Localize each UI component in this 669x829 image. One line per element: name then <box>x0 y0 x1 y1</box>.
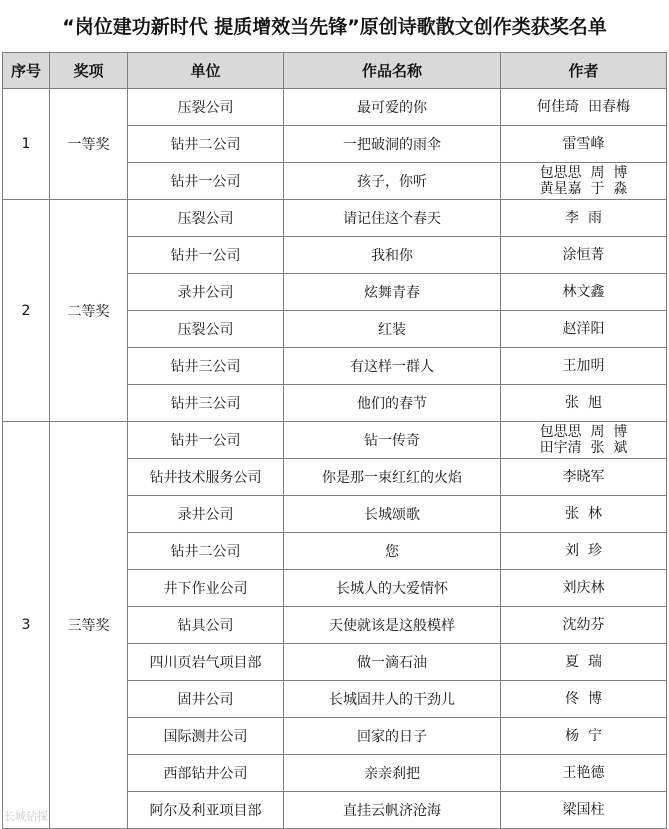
author-name: 沈幼芬 <box>562 617 605 633</box>
work-cell: 钻一传奇 <box>284 422 501 459</box>
unit-cell: 钻井一公司 <box>128 422 284 459</box>
author-name: 夏 瑞 <box>565 654 602 670</box>
unit-cell: 井下作业公司 <box>128 570 284 607</box>
unit-cell: 西部钻井公司 <box>128 755 284 792</box>
unit-cell: 压裂公司 <box>128 89 284 126</box>
work-cell: 长城固井人的干劲儿 <box>284 681 501 718</box>
watermark: 长城钻探 <box>4 810 48 823</box>
author-name: 佟 博 <box>565 691 602 707</box>
author-name: 张 林 <box>565 506 602 522</box>
work-cell: 您 <box>284 533 501 570</box>
unit-cell: 钻具公司 <box>128 607 284 644</box>
author-cell <box>501 311 667 348</box>
work-cell: 直挂云帆济沧海 <box>284 792 501 829</box>
author-cell <box>501 126 667 163</box>
work-cell: 回家的日子 <box>284 718 501 755</box>
author-cell <box>501 644 667 681</box>
author-cell <box>501 163 667 200</box>
work-cell: 请记住这个春天 <box>284 200 501 237</box>
seq-cell: 3 <box>3 422 50 829</box>
work-cell: 长城人的大爱情怀 <box>284 570 501 607</box>
author-cell <box>501 422 667 459</box>
author-cell <box>501 755 667 792</box>
table-row <box>3 89 667 126</box>
unit-cell: 压裂公司 <box>128 311 284 348</box>
author-cell <box>501 607 667 644</box>
work-cell: 我和你 <box>284 237 501 274</box>
table-header-row <box>3 53 667 89</box>
author-cell <box>501 348 667 385</box>
work-cell: 最可爱的你 <box>284 89 501 126</box>
unit-cell: 钻井技术服务公司 <box>128 459 284 496</box>
author-cell <box>501 533 667 570</box>
author-name: 田宇清 张 斌 <box>539 440 628 456</box>
author-name: 刘 珍 <box>565 543 602 559</box>
author-cell <box>501 89 667 126</box>
work-cell: 亲亲刹把 <box>284 755 501 792</box>
unit-cell: 钻井一公司 <box>128 237 284 274</box>
work-cell: 红装 <box>284 311 501 348</box>
author-cell <box>501 200 667 237</box>
award-cell: 二等奖 <box>50 200 128 422</box>
page-title: “岗位建功新时代 提质增效当先锋”原创诗歌散文创作类获奖名单 <box>62 15 607 38</box>
author-name: 赵洋阳 <box>562 321 605 337</box>
author-cell <box>501 718 667 755</box>
author-name: 张 旭 <box>565 395 602 411</box>
seq-cell: 2 <box>3 200 50 422</box>
unit-cell: 阿尔及利亚项目部 <box>128 792 284 829</box>
unit-cell: 钻井二公司 <box>128 533 284 570</box>
author-name: 林文鑫 <box>562 284 605 300</box>
author-cell <box>501 237 667 274</box>
header-seq: 序号 <box>3 53 50 89</box>
unit-cell: 钻井一公司 <box>128 163 284 200</box>
unit-cell: 四川页岩气项目部 <box>128 644 284 681</box>
work-cell: 一把破洞的雨伞 <box>284 126 501 163</box>
author-cell <box>501 681 667 718</box>
author-name: 何佳琦 田春梅 <box>537 99 630 115</box>
author-cell <box>501 570 667 607</box>
work-cell: 你是那一束红红的火焰 <box>284 459 501 496</box>
author-name: 雷雪峰 <box>562 136 605 152</box>
table-body <box>3 89 667 829</box>
work-cell: 有这样一群人 <box>284 348 501 385</box>
unit-cell: 固井公司 <box>128 681 284 718</box>
unit-cell: 钻井二公司 <box>128 126 284 163</box>
seq-cell: 1 <box>3 89 50 200</box>
unit-cell: 录井公司 <box>128 496 284 533</box>
author-name: 王加明 <box>562 358 605 374</box>
work-cell: 炫舞青春 <box>284 274 501 311</box>
author-name: 梁国柱 <box>562 802 605 818</box>
award-table <box>2 52 667 829</box>
author-name: 包思思 周 博 <box>539 424 628 440</box>
author-name: 李 雨 <box>565 210 602 226</box>
author-name: 涂恒菁 <box>562 247 605 263</box>
unit-cell: 钻井三公司 <box>128 348 284 385</box>
author-name: 包思思 周 博 <box>539 165 628 181</box>
table-row <box>3 422 667 459</box>
work-cell: 长城颂歌 <box>284 496 501 533</box>
unit-cell: 钻井三公司 <box>128 385 284 422</box>
author-name: 黄星嘉 于 淼 <box>539 181 628 197</box>
header-award: 奖项 <box>50 53 128 89</box>
author-cell <box>501 459 667 496</box>
unit-cell: 录井公司 <box>128 274 284 311</box>
unit-cell: 压裂公司 <box>128 200 284 237</box>
award-cell: 三等奖 <box>50 422 128 829</box>
author-name: 刘庆林 <box>562 580 605 596</box>
work-cell: 天使就该是这般模样 <box>284 607 501 644</box>
unit-cell: 国际测井公司 <box>128 718 284 755</box>
header-work: 作品名称 <box>284 53 501 89</box>
table-row <box>3 200 667 237</box>
author-cell <box>501 496 667 533</box>
award-cell: 一等奖 <box>50 89 128 200</box>
author-name: 李晓军 <box>562 469 605 485</box>
author-cell <box>501 792 667 829</box>
author-cell <box>501 274 667 311</box>
work-cell: 他们的春节 <box>284 385 501 422</box>
header-unit: 单位 <box>128 53 284 89</box>
author-name: 杨 宁 <box>565 728 602 744</box>
work-cell: 孩子，你听 <box>284 163 501 200</box>
author-cell <box>501 385 667 422</box>
header-author: 作者 <box>501 53 667 89</box>
author-name: 王艳德 <box>562 765 605 781</box>
work-cell: 做一滴石油 <box>284 644 501 681</box>
